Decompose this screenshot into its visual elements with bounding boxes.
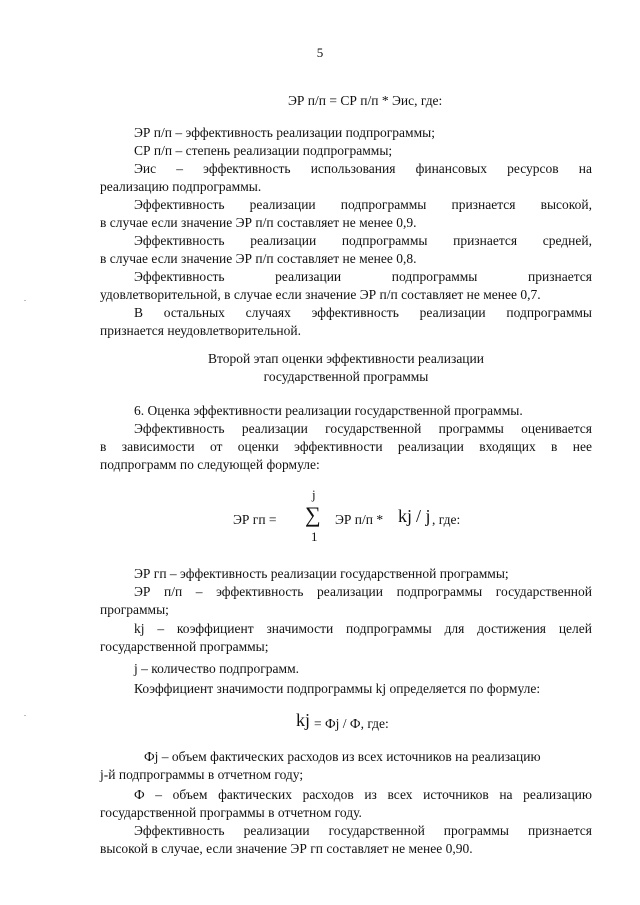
- criteria-line: Эффективность реализации подпрограммы признается высокой,: [134, 197, 592, 212]
- sum-sign: ∑: [305, 502, 321, 527]
- section-intro-line: 6. Оценка эффективности реализации государственной программы.: [134, 403, 523, 418]
- definition-line: реализацию подпрограммы.: [100, 179, 262, 194]
- section-intro-line: в зависимости от оценки эффективности реализации входящих в нее: [100, 439, 592, 454]
- sum-upper-limit: j: [312, 487, 316, 502]
- criteria-line: удовлетворительной, в случае если значение ЭР п/п составляет не менее 0,7.: [100, 287, 541, 302]
- definition-line: высокой в случае, если значение ЭР гп составляет не менее 0,90.: [100, 841, 473, 856]
- criteria-line: В остальных случаях эффективность реализации подпрограммы: [134, 305, 592, 320]
- definition-line: программы;: [100, 602, 169, 617]
- formula-kj: kj: [296, 710, 311, 730]
- formula-rest: = Фj / Ф, где:: [314, 716, 389, 731]
- definition-line: Эффективность реализации государственной программы признается: [134, 823, 592, 838]
- formula-tail: , где:: [432, 512, 461, 527]
- definition-line: j – количество подпрограмм.: [134, 661, 299, 676]
- definition-line: ЭР п/п – эффективность реализации подпрограммы;: [134, 125, 435, 140]
- definition-line: kj – коэффициент значимости подпрограммы для достижения целей: [134, 621, 592, 636]
- section-title: государственной программы: [263, 369, 429, 384]
- criteria-line: в случае если значение ЭР п/п составляет не менее 0,8.: [100, 251, 417, 266]
- formula-kj: kj: [398, 506, 413, 526]
- criteria-line: Эффективность реализации подпрограммы признается: [134, 269, 592, 284]
- definition-line: Фj – объем фактических расходов из всех источников на реализацию: [144, 749, 541, 764]
- definition-line: государственной программы;: [100, 639, 269, 654]
- definition-line: Эис – эффективность использования финансовых ресурсов на: [134, 161, 592, 176]
- formula-term: ЭР п/п *: [335, 512, 384, 527]
- criteria-line: в случае если значение ЭР п/п составляет не менее 0,9.: [100, 215, 417, 230]
- sum-lower-limit: 1: [311, 529, 318, 544]
- definition-line: j-й подпрограммы в отчетном году;: [100, 767, 304, 782]
- definition-line: Коэффициент значимости подпрограммы kj определяется по формуле:: [134, 681, 541, 696]
- definition-line: ЭР п/п – эффективность реализации подпрограммы государственной: [134, 584, 592, 599]
- definition-line: государственной программы в отчетном году.: [100, 805, 362, 820]
- definition-line: СР п/п – степень реализации подпрограммы;: [134, 143, 393, 158]
- section-title: Второй этап оценки эффективности реализации: [208, 351, 484, 366]
- formula-lhs: ЭР гп =: [233, 512, 277, 527]
- definition-line: ЭР гп – эффективность реализации государственной программы;: [134, 566, 509, 581]
- scan-speck: [24, 715, 26, 716]
- section-intro-line: подпрограмм по следующей формуле:: [100, 457, 320, 472]
- page-number: 5: [316, 45, 324, 60]
- formula-divisor: / j: [416, 506, 431, 526]
- criteria-line: Эффективность реализации подпрограммы признается средней,: [134, 233, 592, 248]
- definition-line: Ф – объем фактических расходов из всех источников на реализацию: [134, 787, 592, 802]
- section-intro-line: Эффективность реализации государственной программы оценивается: [134, 421, 592, 436]
- scan-speck: [24, 300, 26, 301]
- criteria-line: признается неудовлетворительной.: [100, 323, 301, 338]
- formula-efficiency-subprogram: ЭР п/п = СР п/п * Эис, где:: [288, 93, 443, 108]
